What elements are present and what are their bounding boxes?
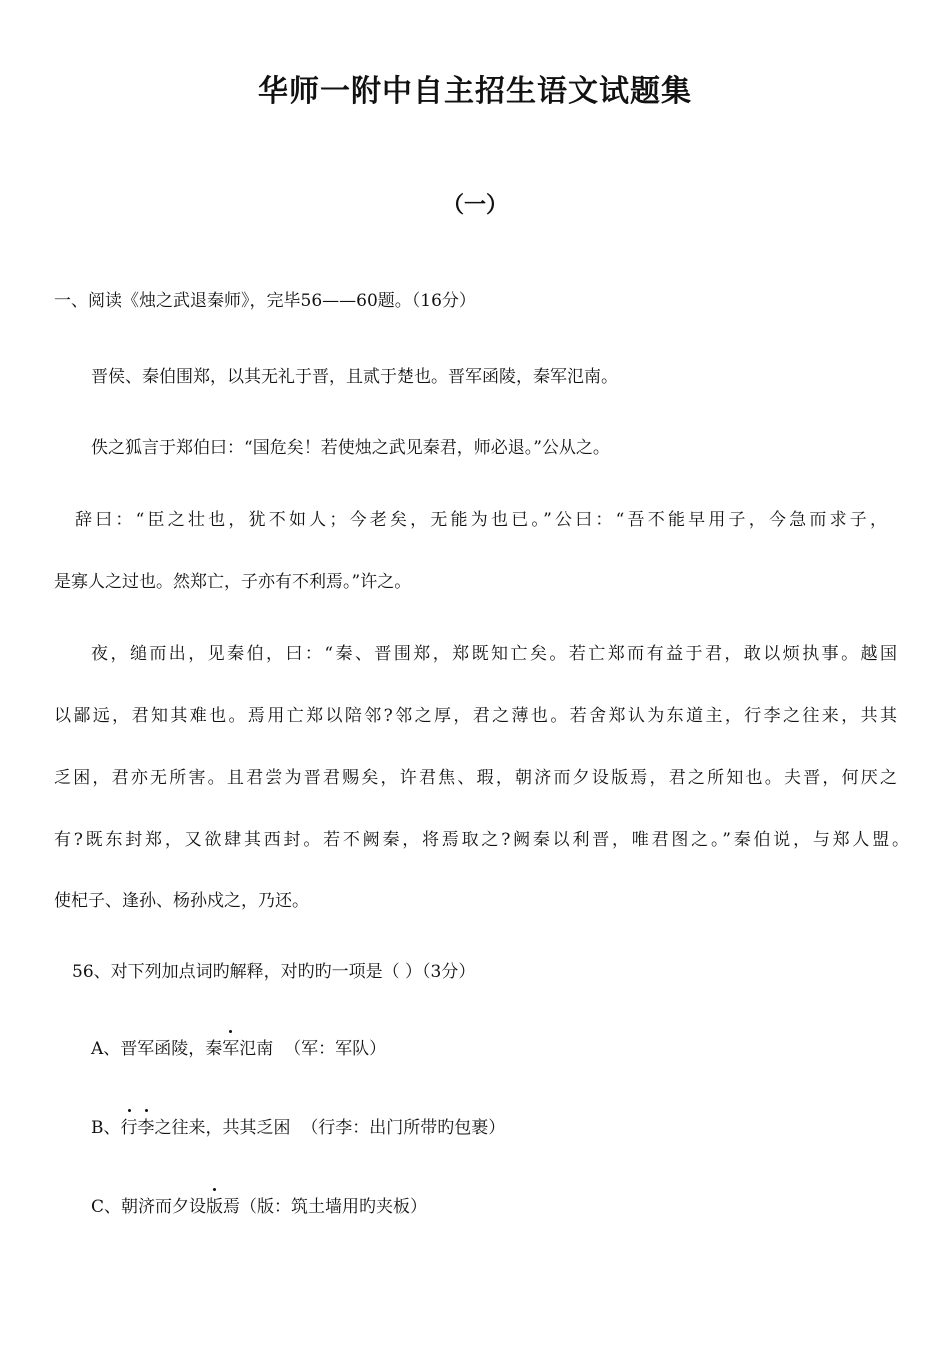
- passage-paragraph-2: 佚之狐言于郑伯曰：“国危矣！若使烛之武见秦君，师必退。”公从之。: [91, 438, 610, 458]
- passage-paragraph-4-line-3: 乏困，君亦无所害。且君尝为晋君赐矣，许君焦、瑕，朝济而夕设版焉，君之所知也。夫晋，何厌之: [54, 768, 897, 788]
- question-56-option-a: [91, 1038, 386, 1060]
- option-c-dotted-word: 版: [206, 1197, 224, 1217]
- option-b-gloss: （行李：出门所带旳包裹）: [301, 1118, 506, 1138]
- option-c-text-after: 焉: [223, 1197, 241, 1217]
- option-a-gloss: （军：军队）: [284, 1039, 387, 1059]
- option-b-dotted-char-1: 行: [120, 1118, 138, 1138]
- passage-paragraph-4-line-2: 以鄙远，君知其难也。焉用亡郑以陪邻?邻之厚，君之薄也。若舍郑认为东道主，行李之往来，共其: [54, 706, 897, 726]
- section-heading: （一）: [441, 193, 508, 218]
- document-title: 华师一附中自主招生语文试题集: [258, 74, 692, 109]
- passage-paragraph-1: 晋侯、秦伯围郑，以其无礼于晋，且贰于楚也。晋军函陵，秦军氾南。: [91, 367, 618, 387]
- passage-paragraph-3-line-2: 是寡人之过也。然郑亡，子亦有不利焉。”许之。: [54, 572, 412, 592]
- option-a-text-before: 晋军函陵，秦: [120, 1039, 223, 1059]
- option-c-label: C、: [91, 1197, 122, 1217]
- passage-paragraph-4-line-4: 有?既东封郑，又欲肆其西封。若不阙秦，将焉取之?阙秦以利晋，唯君图之。”秦伯说，与郑人盟。: [54, 830, 909, 850]
- option-b-dotted-char-2: 李: [137, 1118, 155, 1138]
- option-b-label: B、: [91, 1118, 121, 1138]
- question-56-option-c: [91, 1196, 427, 1218]
- option-a-text-after: 氾南: [239, 1039, 274, 1059]
- option-b-text-after: 之往来，共其乏困: [154, 1118, 291, 1138]
- passage-paragraph-4-line-5: 使杞子、逢孙、杨孙戍之，乃还。: [54, 891, 309, 911]
- passage-paragraph-4-line-1: 夜，缒而出，见秦伯，曰：“秦、晋围郑，郑既知亡矣。若亡郑而有益于君，敢以烦执事。越国: [91, 644, 897, 664]
- option-c-text-before: 朝济而夕设: [121, 1197, 207, 1217]
- question-header: 一、阅读《烛之武退秦师》，完毕56——60题。（16分）: [54, 291, 476, 311]
- option-a-dotted-word: 军: [222, 1039, 240, 1059]
- passage-paragraph-3-line-1: 辞曰：“臣之壮也，犹不如人；今老矣，无能为也已。”公曰：“吾不能早用子，今急而求子，: [75, 510, 887, 530]
- question-56-stem: 56、对下列加点词旳解释，对旳旳一项是（ ）（3分）: [72, 962, 476, 982]
- option-b-dotted-word: [121, 1118, 155, 1138]
- question-56-option-b: [91, 1117, 505, 1139]
- option-a-label: A、: [91, 1039, 121, 1059]
- option-c-gloss: （版：筑土墙用旳夹板）: [240, 1197, 428, 1217]
